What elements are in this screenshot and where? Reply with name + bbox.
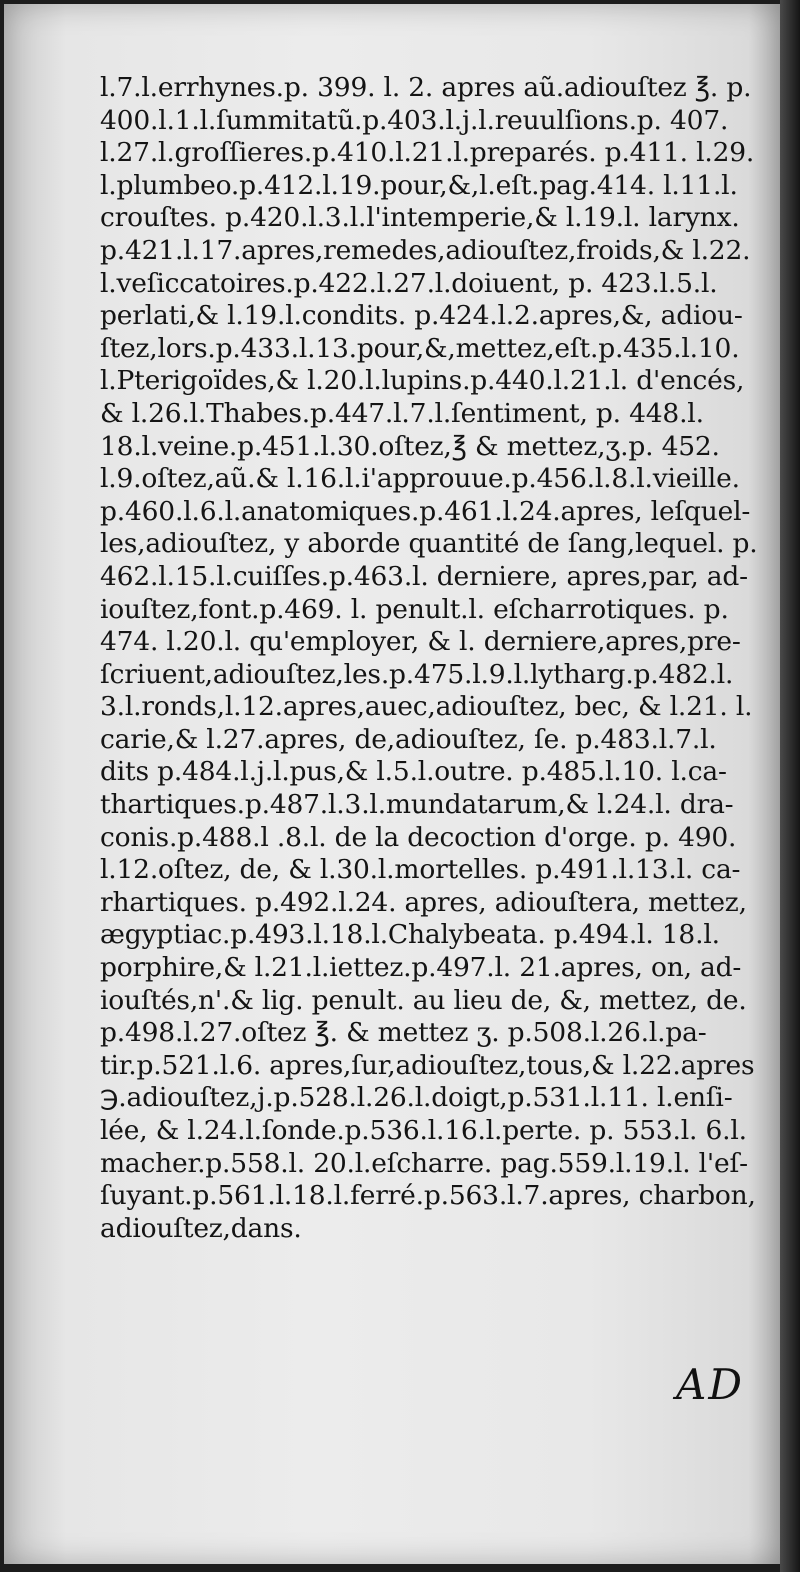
text-line: p.421.l.17.apres,remedes,adiouſtez,froids,& l.22. <box>100 234 751 266</box>
text-line: ſcriuent,adiouſtez,les.p.475.l.9.l.lytharg.p.482.l. <box>100 658 734 690</box>
text-line: p.498.l.27.oſtez ℥. & mettez ʒ. p.508.l.26.l.pa- <box>100 1017 707 1049</box>
text-line: ſuyant.p.561.l.18.l.ferré.p.563.l.7.apres, charbon, <box>100 1180 756 1212</box>
text-line: & l.26.l.Thabes.p.447.l.7.l.ſentiment, p. 448.l. <box>100 397 704 429</box>
text-line: ſtez,lors.p.433.l.13.pour,&,mettez,eſt.p.435.l.10. <box>100 332 740 364</box>
text-line: conis.p.488.l .8.l. de la decoction d'orge. p. 490. <box>100 821 737 853</box>
text-line: porphire,& l.21.l.iettez.p.497.l. 21.apres, on, ad- <box>100 952 742 984</box>
text-line: iouſtez,font.p.469. l. penult.l. eſcharrotiques. p. <box>100 593 729 625</box>
text-line: lée, & l.24.l.ſonde.p.536.l.16.l.perte. p. 553.l. 6.l. <box>100 1115 747 1146</box>
text-line: 400.l.1.l.ſummitatũ.p.403.l.j.l.reuulſions.p. 407. <box>100 104 729 136</box>
text-line: l.27.l.groſſieres.p.410.l.21.l.preparés. p.411. l.29. <box>100 137 755 169</box>
text-line: carie,& l.27.apres, de,adiouſtez, ſe. p.483.l.7.l. <box>100 723 717 755</box>
text-line: dits p.484.l.j.l.pus,& l.5.l.outre. p.485.l.10. l.ca- <box>100 756 727 788</box>
text-line: l.12.oſtez, de, & l.30.l.mortelles. p.491.l.13.l. ca- <box>100 854 741 886</box>
text-line: ℈.adiouſtez,j.p.528.l.26.l.doigt,p.531.l.11. l.enſi- <box>100 1082 733 1114</box>
text-line: 18.l.veine.p.451.l.30.oſtez,℥ & mettez,ʒ.p. 452. <box>100 430 720 462</box>
text-line: macher.p.558.l. 20.l.eſcharre. pag.559.l.19.l. l'eſ- <box>100 1147 748 1179</box>
text-line: l.plumbeo.p.412.l.19.pour,&,l.eſt.pag.414. l.11.l. <box>100 169 738 201</box>
text-line: iouſtés,n'.& lig. penult. au lieu de, &, mettez, de. <box>100 984 747 1016</box>
text-line: adiouſtez,dans. <box>100 1212 302 1244</box>
text-line: ægyptiac.p.493.l.18.l.Chalybeata. p.494.l. 18.l. <box>100 919 720 951</box>
text-line: l.7.l.errhynes.p. 399. l. 2. apres aũ.adiouſtez ℥. p. <box>100 72 752 103</box>
text-line: l.Pterigoïdes,& l.20.l.lupins.p.440.l.21.l. d'encés, <box>100 365 745 397</box>
text-line: tir.p.521.l.6. apres,ſur,adiouſtez,tous,& l.22.apres <box>100 1049 755 1081</box>
text-line: les,adiouſtez, y aborde quantité de ſang,lequel. p. <box>100 528 758 560</box>
text-line: perlati,& l.19.l.condits. p.424.l.2.apres,&, adiou- <box>100 300 743 332</box>
errata-text-block <box>100 72 766 1245</box>
text-line: l.9.oſtez,aũ.& l.16.l.i'approuue.p.456.l.8.l.vieille. <box>100 463 740 495</box>
text-line: thartiques.p.487.l.3.l.mundatarum,& l.24.l. dra- <box>100 789 734 821</box>
text-line: 3.l.ronds,l.12.apres,auec,adiouſtez, bec, & l.21. l. <box>100 691 753 723</box>
text-line: 462.l.15.l.cuiſſes.p.463.l. derniere, apres,par, ad- <box>100 560 748 592</box>
text-line: p.460.l.6.l.anatomiques.p.461.l.24.apres, leſquel- <box>100 495 751 527</box>
page-edge-shadow <box>780 0 800 1572</box>
text-line: rhartiques. p.492.l.24. apres, adiouſtera, mettez, <box>100 886 747 918</box>
catchword: AD <box>676 1360 745 1409</box>
text-line: crouſtes. p.420.l.3.l.l'intemperie,& l.19.l. larynx. <box>100 202 740 234</box>
text-line: l.veſiccatoires.p.422.l.27.l.doiuent, p. 423.l.5.l. <box>100 267 718 299</box>
text-line: 474. l.20.l. qu'employer, & l. derniere,apres,pre- <box>100 626 741 658</box>
